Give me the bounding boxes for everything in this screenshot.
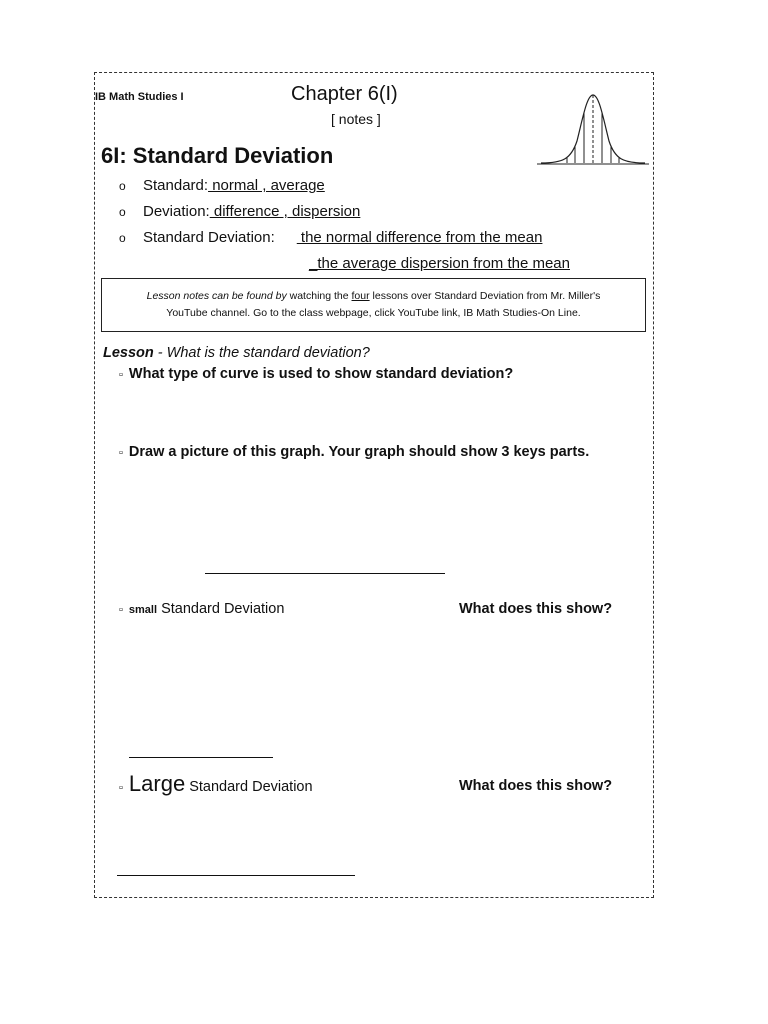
what-shows-prompt-1: What does this show? [459,601,613,617]
answer-line [205,573,445,574]
small-sd-prompt [119,601,284,617]
square-bullet-icon: ▫ [119,782,123,794]
bullet-marker: o [119,231,126,245]
answer-line [129,757,273,758]
page-title: 6I: Standard Deviation [101,143,334,168]
definition-answer: normal , average [208,177,325,194]
notes-box-four: four [351,290,370,302]
definition-extra [309,255,570,272]
notes-box-prefix: Lesson notes can be found by [146,290,287,302]
definition-deviation [119,203,360,220]
definition-standard [119,177,325,194]
large-label: Large [128,771,186,796]
notes-tag: [ notes ] [331,111,381,127]
chapter-title: Chapter 6(I) [291,83,398,105]
question-text: What type of curve is used to show standard deviation? [128,366,514,382]
bullet-marker: o [119,179,126,193]
lesson-question: - What is the standard deviation? [153,345,370,361]
small-sd-text: Standard Deviation [157,601,285,617]
definition-term: Deviation: [143,203,210,220]
square-bullet-icon: ▫ [119,447,123,459]
square-bullet-icon: ▫ [119,604,123,616]
question-text: Draw a picture of this graph. Your graph should show 3 keys parts. [128,444,590,460]
notes-box-line-1 [102,288,645,305]
lesson-label: Lesson [103,345,154,361]
answer-line [117,875,355,876]
definition-answer: difference , dispersion [209,203,361,220]
definition-term: Standard Deviation: [143,229,275,246]
course-name: IB Math Studies I [95,91,184,103]
definition-answer: the normal difference from the mean [296,229,543,246]
definition-term: Standard: [143,177,209,194]
notes-box-text-a: watching the [286,290,352,302]
worksheet-frame [94,72,654,898]
lesson-notes-box [101,278,646,332]
question-curve-type [119,366,513,382]
large-sd-prompt [119,771,313,797]
notes-box-text-b: lessons over Standard Deviation from Mr. Miller's [369,290,601,302]
definition-extra-answer: _the average dispersion from the mean [309,255,570,272]
question-draw-graph [119,444,589,460]
square-bullet-icon: ▫ [119,369,123,381]
bullet-marker: o [119,205,126,219]
notes-box-line-2: YouTube channel. Go to the class webpage, click YouTube link, IB Math Studies-On Line. [166,307,581,319]
normal-distribution-curve-icon [537,89,649,169]
what-shows-prompt-2: What does this show? [459,778,613,794]
large-sd-text: Standard Deviation [185,779,313,795]
definition-standard-deviation [119,229,542,246]
small-label: small [128,604,158,616]
lesson-heading [103,345,370,361]
